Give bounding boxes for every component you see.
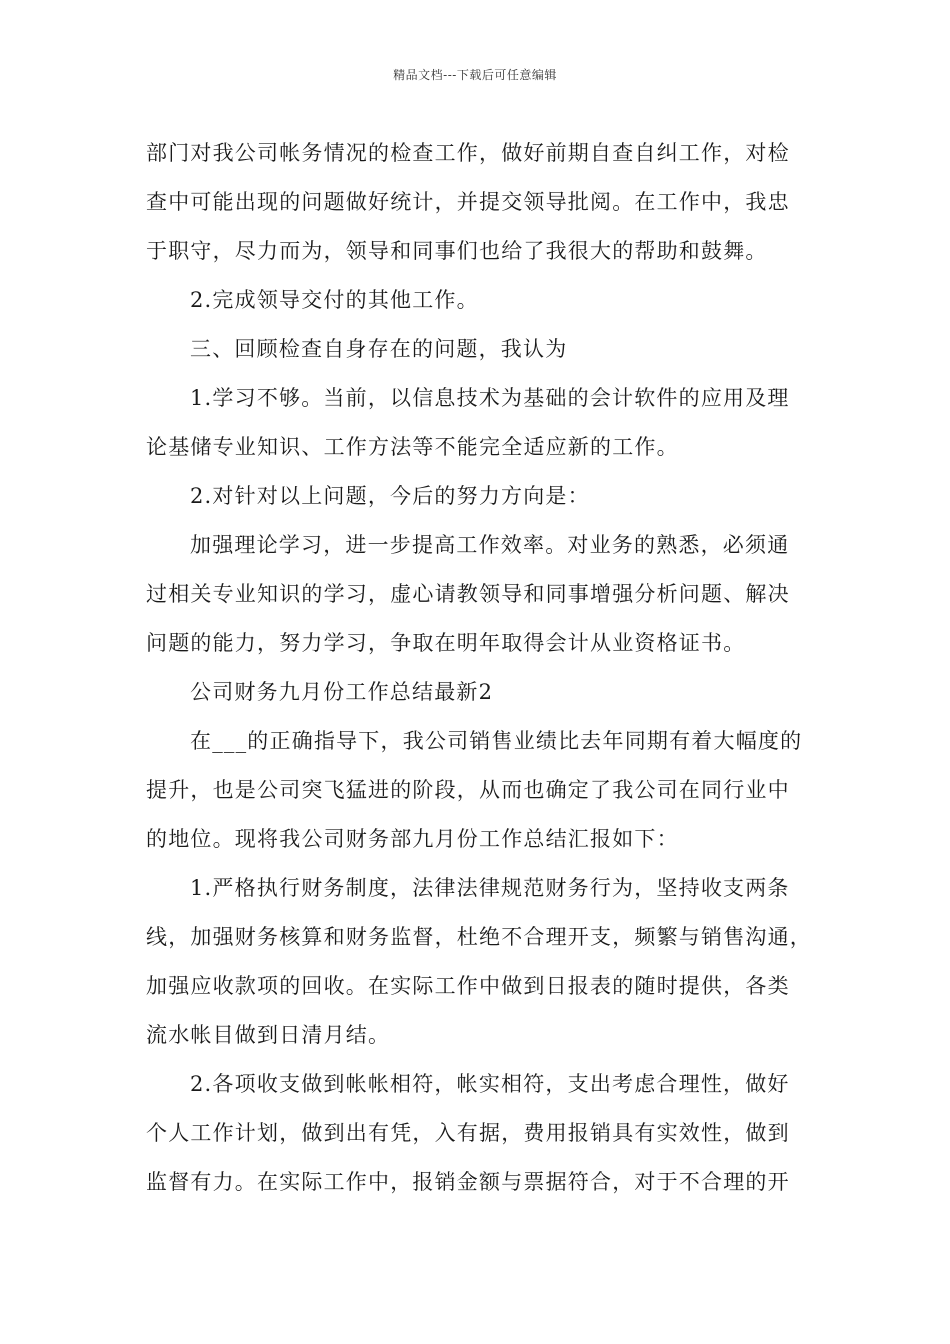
text-line: 2.对针对以上问题，今后的努力方向是：: [190, 484, 590, 508]
text-line: 流水帐目做到日清月结。: [146, 1023, 391, 1047]
text-line: 论基储专业知识、工作方法等不能完全适应新的工作。: [146, 435, 679, 459]
text-line: 加强应收款项的回收。在实际工作中做到日报表的随时提供，各类: [146, 974, 790, 998]
text-line: 的地位。现将我公司财务部九月份工作总结汇报如下：: [146, 827, 679, 851]
text-line: 2.完成领导交付的其他工作。: [190, 288, 479, 312]
text-line: 于职守，尽力而为，领导和同事们也给了我很大的帮助和鼓舞。: [146, 239, 768, 263]
text-line: 监督有力。在实际工作中，报销金额与票据符合，对于不合理的开: [146, 1170, 790, 1194]
text-line: 问题的能力，努力学习，争取在明年取得会计从业资格证书。: [146, 631, 746, 655]
section-heading: 三、回顾检查自身存在的问题，我认为: [190, 337, 568, 361]
text-line: 过相关专业知识的学习，虚心请教领导和同事增强分析问题、解决: [146, 582, 790, 606]
text-line: 2.各项收支做到帐帐相符，帐实相符，支出考虑合理性，做好: [190, 1072, 790, 1096]
section-heading: 公司财务九月份工作总结最新2: [190, 680, 494, 704]
page-header: 精品文档---下载后可任意编辑: [393, 68, 557, 82]
text-line: 在___的正确指导下，我公司销售业绩比去年同期有着大幅度的: [190, 729, 803, 753]
text-line: 查中可能出现的问题做好统计，并提交领导批阅。在工作中，我忠: [146, 190, 790, 214]
text-line: 1.严格执行财务制度，法律法律规范财务行为，坚持收支两条: [190, 876, 790, 900]
text-line: 1.学习不够。当前，以信息技术为基础的会计软件的应用及理: [190, 386, 790, 410]
text-line: 提升，也是公司突飞猛进的阶段，从而也确定了我公司在同行业中: [146, 778, 790, 802]
text-line: 加强理论学习，进一步提高工作效率。对业务的熟悉，必须通: [190, 533, 790, 557]
text-line: 部门对我公司帐务情况的检查工作，做好前期自查自纠工作，对检: [146, 141, 790, 165]
text-line: 线，加强财务核算和财务监督，杜绝不合理开支，频繁与销售沟通，: [146, 925, 812, 949]
text-line: 个人工作计划，做到出有凭，入有据，费用报销具有实效性，做到: [146, 1121, 790, 1145]
document-body: [146, 129, 826, 1207]
